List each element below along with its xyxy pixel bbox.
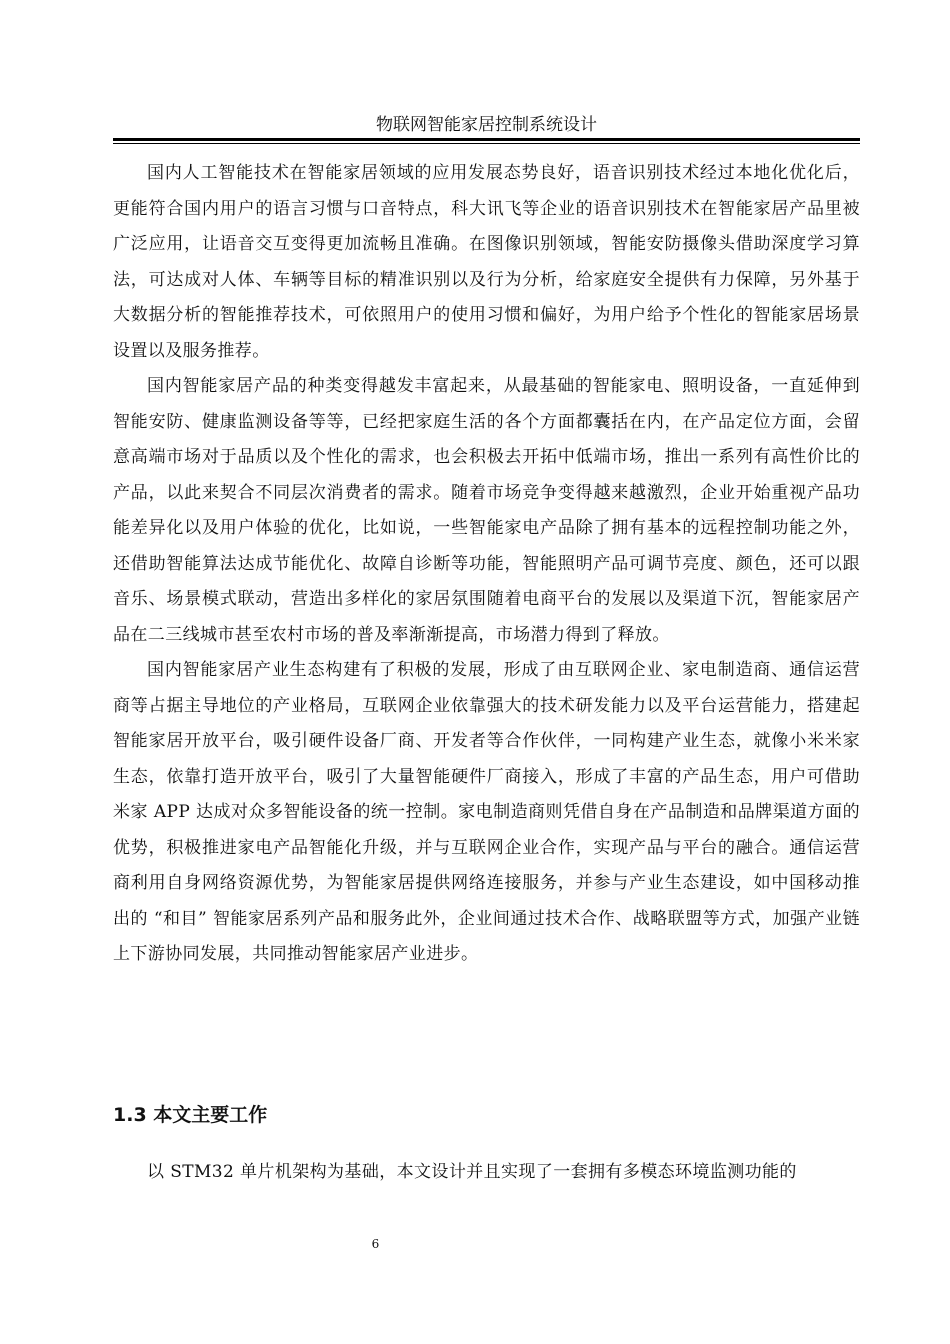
- paragraph-ai-technology: 国内人工智能技术在智能家居领域的应用发展态势良好，语音识别技术经过本地化优化后，更能符合国内用户的语言习惯与口音特点，科大讯飞等企业的语音识别技术在智能家居产品里被广泛应用，让语音交互变得更加流畅且准确。在图像识别领域，智能安防摄像头借助深度学习算法，可达成对人体、车辆等目标的精准识别以及行为分析，给家庭安全提供有力保障，另外基于大数据分析的智能推荐技术，可依照用户的使用习惯和偏好，为用户给予个性化的智能家居场景设置以及服务推荐。: [113, 163, 860, 361]
- page-number: 6: [371, 1237, 380, 1251]
- paragraph-industry-ecosystem: 国内智能家居产业生态构建有了积极的发展，形成了由互联网企业、家电制造商、通信运营商等占据主导地位的产业格局，互联网企业依靠强大的技术研发能力以及平台运营能力，搭建起智能家居开放平台，吸引硬件设备厂商、开发者等合作伙伴，一同构建产业生态，就像小米米家生态，依靠打造开放平台，吸引了大量智能硬件厂商接入，形成了丰富的产品生态，用户可借助米家 APP 达成对众多智能设备的统一控制。家电制造商则凭借自身在产品制造和品牌渠道方面的优势，积极推进家电产品智能化升级，并与互联网企业合作，实现产品与平台的融合。通信运营商利用自身网络资源优势，为智能家居提供网络连接服务，并参与产业生态建设，如中国移动推出的 “和目” 智能家居系列产品和服务此外，企业间通过技术合作、战略联盟等方式，加强产业链上下游协同发展，共同推动智能家居产业进步。: [113, 660, 860, 964]
- body-text: [113, 156, 860, 973]
- running-header: 物联网智能家居控制系统设计: [376, 115, 597, 135]
- paragraph-main-work: 以 STM32 单片机架构为基础，本文设计并且实现了一套拥有多模态环境监测功能的: [147, 1162, 797, 1182]
- header-rule-thick: [113, 138, 860, 141]
- header-rule-thin: [113, 143, 860, 144]
- paragraph-product-market: 国内智能家居产品的种类变得越发丰富起来，从最基础的智能家电、照明设备，一直延伸到智能安防、健康监测设备等等，已经把家庭生活的各个方面都囊括在内，在产品定位方面，会留意高端市场对于品质以及个性化的需求，也会积极去开拓中低端市场，推出一系列有高性价比的产品，以此来契合不同层次消费者的需求。随着市场竞争变得越来越激烈，企业开始重视产品功能差异化以及用户体验的优化，比如说，一些智能家电产品除了拥有基本的远程控制功能之外，还借助智能算法达成节能优化、故障自诊断等功能，智能照明产品可调节亮度、颜色，还可以跟音乐、场景模式联动，营造出多样化的家居氛围随着电商平台的发展以及渠道下沉，智能家居产品在二三线城市甚至农村市场的普及率渐渐提高，市场潜力得到了释放。: [113, 376, 860, 645]
- section-body: [113, 1155, 860, 1191]
- section-heading: 1.3 本文主要工作: [113, 1104, 268, 1126]
